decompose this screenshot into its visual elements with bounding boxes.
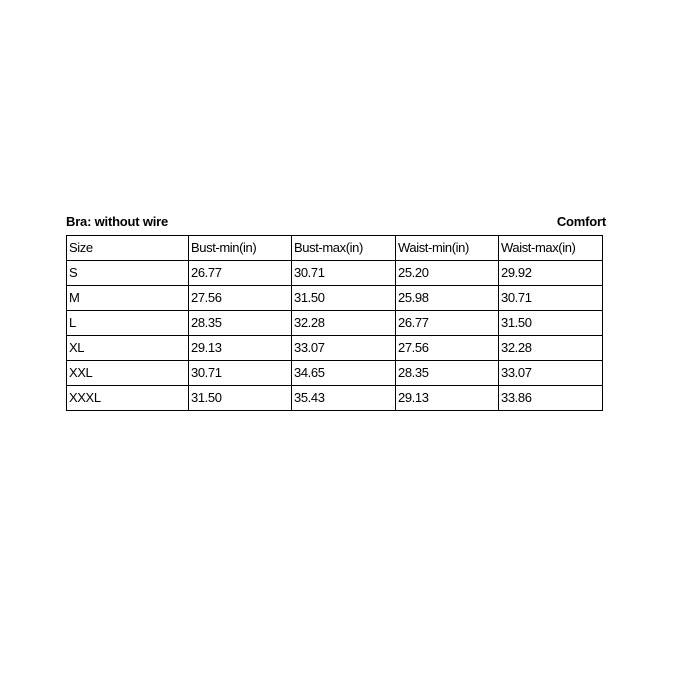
table-row xyxy=(67,386,603,411)
bust-min-cell: 31.50 xyxy=(189,386,292,411)
size-cell: XXXL xyxy=(67,386,189,411)
waist-min-cell: 27.56 xyxy=(396,336,499,361)
waist-min-cell: 25.98 xyxy=(396,286,499,311)
table-row xyxy=(67,311,603,336)
table-title: Bra: without wire xyxy=(66,214,169,229)
size-cell: M xyxy=(67,286,189,311)
waist-min-cell: 29.13 xyxy=(396,386,499,411)
style-label: Comfort xyxy=(556,214,606,229)
table-row xyxy=(67,286,603,311)
bust-min-cell: 26.77 xyxy=(189,261,292,286)
bust-min-cell: 27.56 xyxy=(189,286,292,311)
bust-max-cell: 35.43 xyxy=(292,386,396,411)
waist-min-cell: 28.35 xyxy=(396,361,499,386)
size-cell: L xyxy=(67,311,189,336)
size-cell: S xyxy=(67,261,189,286)
waist-max-cell: 29.92 xyxy=(499,261,603,286)
column-header-waist-min: Waist-min(in) xyxy=(396,236,499,261)
table-header xyxy=(67,236,603,261)
waist-max-cell: 33.86 xyxy=(499,386,603,411)
waist-max-cell: 32.28 xyxy=(499,336,603,361)
bust-max-cell: 32.28 xyxy=(292,311,396,336)
bust-min-cell: 29.13 xyxy=(189,336,292,361)
table-row xyxy=(67,261,603,286)
bust-min-cell: 30.71 xyxy=(189,361,292,386)
waist-max-cell: 31.50 xyxy=(499,311,603,336)
bust-max-cell: 31.50 xyxy=(292,286,396,311)
bust-max-cell: 34.65 xyxy=(292,361,396,386)
bust-max-cell: 30.71 xyxy=(292,261,396,286)
table-header-row xyxy=(66,214,606,232)
waist-min-cell: 25.20 xyxy=(396,261,499,286)
bust-min-cell: 28.35 xyxy=(189,311,292,336)
column-header-bust-min: Bust-min(in) xyxy=(189,236,292,261)
waist-min-cell: 26.77 xyxy=(396,311,499,336)
column-header-bust-max: Bust-max(in) xyxy=(292,236,396,261)
size-cell: XXL xyxy=(67,361,189,386)
waist-max-cell: 30.71 xyxy=(499,286,603,311)
size-chart-table xyxy=(66,235,603,411)
table-row xyxy=(67,361,603,386)
waist-max-cell: 33.07 xyxy=(499,361,603,386)
column-header-size: Size xyxy=(67,236,189,261)
size-cell: XL xyxy=(67,336,189,361)
column-header-waist-max: Waist-max(in) xyxy=(499,236,603,261)
table-row xyxy=(67,336,603,361)
bust-max-cell: 33.07 xyxy=(292,336,396,361)
